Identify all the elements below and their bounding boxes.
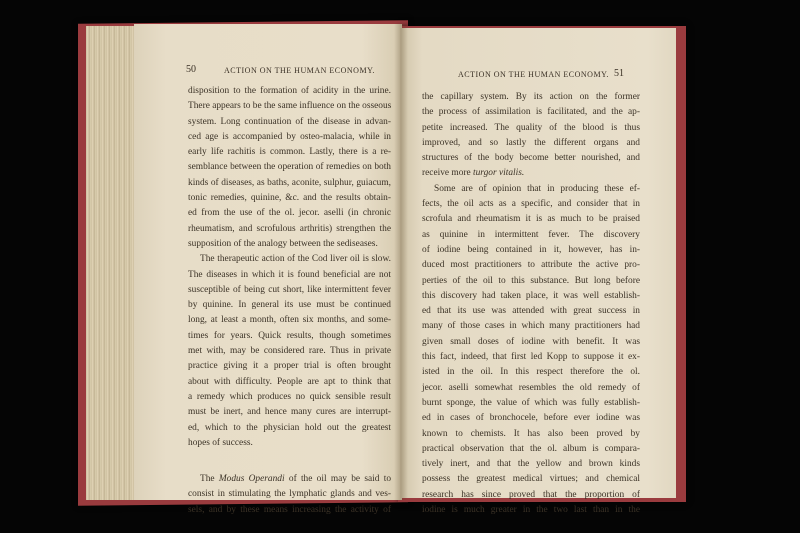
text-line: must be inert, and hence many cures are interrupt- [188, 407, 391, 418]
text-line: scrofula and rheumatism it is as much to be praised [422, 214, 640, 225]
paragraph-gap [188, 451, 391, 472]
text-line [188, 472, 391, 487]
page-edges [86, 26, 136, 500]
text-line: system. Long continuation of the disease in advan- [188, 116, 391, 127]
text-line: susceptible of being cut short, like intermittent fever [188, 284, 391, 295]
text-line: long, at least a month, often six months, and some- [188, 315, 391, 326]
text-line: ed in cases of bronchocele, before ever iodine was [422, 413, 640, 424]
text-line: ed that its use was attended with great success in [422, 306, 640, 317]
text-line: times for years. Quick results, though sometimes [188, 330, 391, 341]
text-line: the capillary system. By its action on the former [422, 92, 640, 102]
italic-term: turgor vitalis. [473, 168, 525, 179]
text-line: tively inert, and that the yellow and brown kinds [422, 459, 640, 470]
text-line: the process of assimilation is facilitated, and the ap- [422, 107, 640, 118]
right-page [400, 28, 676, 516]
text-line: many of those cases in which many practitioners had [422, 321, 640, 332]
text-line: consist in stimulating the lymphatic glands and ves- [188, 489, 391, 500]
text-line: known to chemists. It has also been proved by [422, 428, 640, 439]
text-line: structures of the body become better nourished, and [422, 153, 640, 164]
text-line: rheumatism, and scrofulous arthritis) strengthen the [188, 223, 391, 234]
text-line: Some are of opinion that in producing these ef- [434, 183, 640, 194]
page-number-right: 51 [614, 68, 624, 79]
text-line: of iodine being contained in it, however, has in- [422, 244, 640, 255]
text-line: hopes of success. [188, 437, 253, 448]
text-line: The therapeutic action of the Cod liver oil is slow. [200, 254, 391, 265]
text-line: kinds of diseases, as baths, aconite, sulphur, guiacum, [188, 177, 391, 188]
text-line: petite increased. The quality of the blood is thus [422, 122, 640, 133]
page-number-left: 50 [186, 64, 196, 75]
text-line: perties of the oil to this substance. But long before [422, 275, 640, 286]
line-prefix: receive more [422, 168, 471, 179]
text-line: a remedy which produces no quick sensible result [188, 391, 391, 402]
text-line: given small doses of iodine with benefit. It was [422, 336, 640, 347]
text-line: met with, may be considered rare. Thus in private [188, 346, 391, 357]
text-line: disposition to the formation of acidity in the urine. [188, 86, 391, 96]
text-line: practice giving it a proper trial is often brought [188, 361, 391, 372]
text-line: iodine is much greater in the two last than in the [422, 505, 640, 516]
text-line: fects, the oil acts as a specific, and consider that in [422, 199, 640, 210]
left-page [134, 24, 402, 515]
text-line: tonic remedies, quinine, &c. and the results obtain- [188, 193, 391, 204]
text-line [422, 166, 640, 181]
para-suffix: of the oil may be said to [288, 474, 392, 485]
text-line: research has since proved that the proportion of [422, 489, 640, 500]
text-line: isted in the oil. In this respect therefore the ol. [422, 367, 640, 378]
text-line: possess the greatest medical virtues; and chemical [422, 474, 640, 485]
running-header-right: ACTION ON THE HUMAN ECONOMY. [458, 70, 609, 79]
text-line: as quinine in intermittent fever. The discovery [422, 229, 640, 240]
text-line: duced most practitioners to attribute the active pro- [422, 260, 640, 271]
text-line: ed, which to the physician hold out the greatest [188, 422, 391, 433]
text-line: this fact, indeed, that first led Kopp to suppose it ex- [422, 352, 640, 363]
text-line: supposition of the analogy between the sediseases. [188, 238, 378, 249]
text-line: this discovery had taken place, it was well establish- [422, 290, 640, 301]
running-header-left: ACTION ON THE HUMAN ECONOMY. [224, 66, 375, 75]
body-text-left [188, 84, 391, 518]
text-line: semblance between the operation of remedies on both [188, 162, 391, 173]
book-gutter-shadow [394, 24, 408, 500]
text-line: sels, and by these means increasing the activity of [188, 504, 391, 515]
text-line: There appears to be the same influence on the osseous [188, 101, 392, 112]
italic-term: Modus Operandi [218, 474, 285, 485]
text-line: about with difficulty. People are apt to think that [188, 376, 391, 387]
text-line: jecor. aselli somewhat resembles the old remedy of [422, 382, 640, 393]
text-line: by quinine. In general its use must be continued [188, 300, 391, 311]
text-line: burnt sponge, the value of which was fully establish- [422, 397, 640, 408]
text-line: improved, and so lastly the different organs and [422, 137, 640, 148]
text-line: ced age is accompanied by osteo-malacia, while in [188, 131, 391, 142]
text-line: The diseases in which it is found beneficial are not [188, 269, 391, 280]
text-line: early life rachitis is common. Lastly, there is a re- [188, 147, 391, 158]
text-line: ed from the use of the ol. jecor. aselli (in chronic [188, 208, 391, 219]
para-prefix: The [200, 474, 215, 485]
text-line: practical observation that the ol. album is compara- [422, 443, 640, 454]
body-text-right [422, 90, 640, 518]
